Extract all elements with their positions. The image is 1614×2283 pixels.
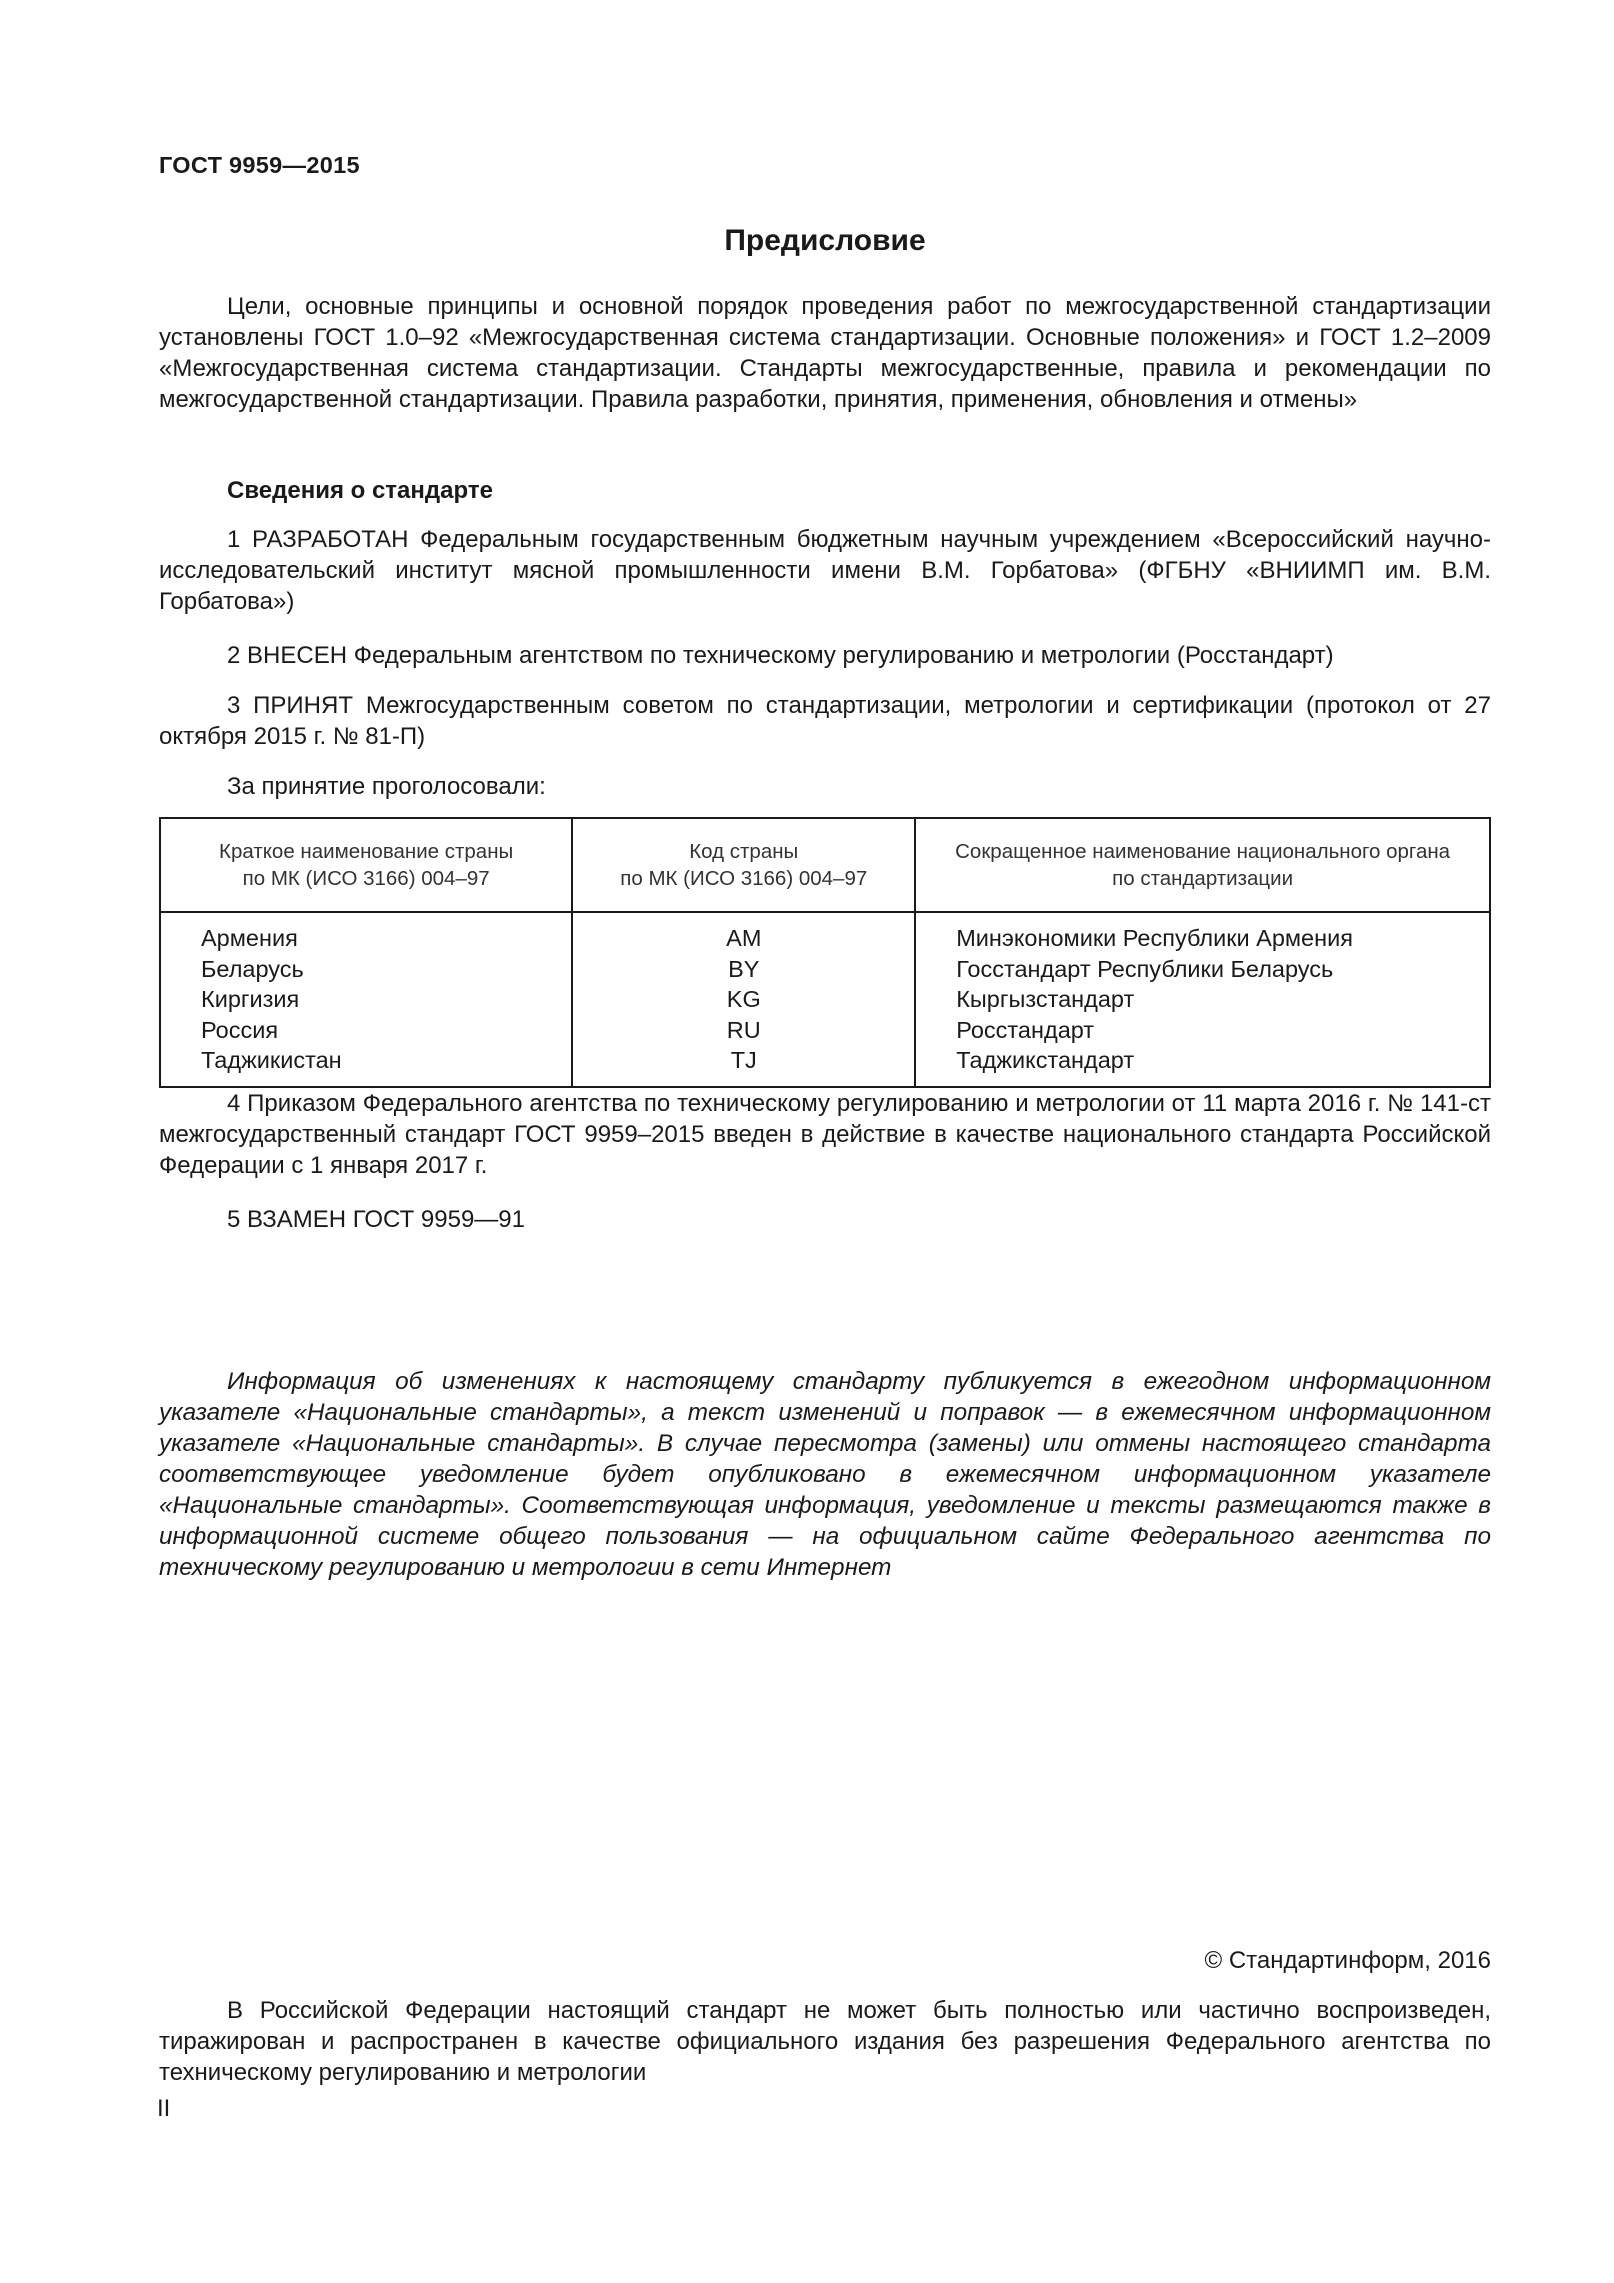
code-cell: TJ xyxy=(730,1047,757,1073)
country-cell: Армения xyxy=(201,925,298,951)
code-cell: AM xyxy=(726,925,762,951)
standard-info-heading: Сведения о стандарте xyxy=(227,477,493,504)
page-number: II xyxy=(157,2095,171,2122)
changes-information-notice: Информация об изменениях к настоящему стандарту публикуется в ежегодном информационном указателе «Национальные стандарты», а текст изменений и поправок — в ежемесячном информационном указателе «Национальные стандарты». В случае пересмотра (замены) или отмены настоящего стандарта соответствующее уведомление будет опубликовано в ежемесячном информационном указателе «Национальные стандарты». Соответствующая информация, уведомление и тексты размещаются также в информационной системе общего пользования — на официальном сайте Федерального агентства по техническому регулированию и метрологии в сети Интернет xyxy=(159,1368,1491,1581)
standards-body-cell: Таджикстандарт xyxy=(956,1047,1135,1073)
country-cell: Таджикистан xyxy=(201,1047,342,1073)
header-country-code: Код страны по МК (ИСО 3166) 004–97 xyxy=(572,818,915,912)
reproduction-notice: В Российской Федерации настоящий стандарт не может быть полностью или частично воспроизведен, тиражирован и распространен в качестве официального издания без разрешения Федерального агентства по техническому регулированию и метрологии xyxy=(159,1997,1491,2086)
foreword-title: Предисловие xyxy=(724,224,926,257)
standards-body-cell: Кыргызстандарт xyxy=(956,986,1135,1012)
header-country-name: Краткое наименование страны по МК (ИСО 3166) 004–97 xyxy=(160,818,572,912)
copyright-notice: © Стандартинформ, 2016 xyxy=(1204,1947,1491,1974)
standards-body-column xyxy=(915,912,1490,1087)
code-cell: RU xyxy=(726,1016,761,1043)
header-standards-body: Сокращенное наименование национального органа по стандартизации xyxy=(915,818,1490,912)
standards-body-cell: Росстандарт xyxy=(956,1016,1095,1043)
country-cell: Россия xyxy=(201,1016,279,1043)
country-column xyxy=(160,912,572,1087)
standards-body-cell: Госстандарт Республики Беларусь xyxy=(956,955,1334,982)
code-cell: KG xyxy=(726,986,761,1012)
item-1-developed-by: 1 РАЗРАБОТАН Федеральным государственным бюджетным научным учреждением «Всероссийский научно-исследовательский институт мясной промышленности имени В.М. Горбатова» (ФГБНУ «ВНИИМП им. В.М. Горбатова») xyxy=(159,526,1491,615)
table-header xyxy=(160,818,1490,912)
code-column xyxy=(572,912,915,1087)
item-3-adopted-by: 3 ПРИНЯТ Межгосударственным советом по стандартизации, метрологии и сертификации (протокол от 27 октября 2015 г. № 81-П) xyxy=(159,692,1491,750)
vote-intro: За принятие проголосовали: xyxy=(227,773,546,800)
item-5-replaces: 5 ВЗАМЕН ГОСТ 9959—91 xyxy=(227,1206,525,1233)
country-cell: Беларусь xyxy=(201,955,304,982)
item-4-enacted-by-order: 4 Приказом Федерального агентства по техническому регулированию и метрологии от 11 марта 2016 г. № 141-ст межгосударственный стандарт ГОСТ 9959–2015 введен в действие в качестве национального стандарта Российской Федерации с 1 января 2017 г. xyxy=(159,1090,1491,1179)
foreword-intro-paragraph: Цели, основные принципы и основной порядок проведения работ по межгосударственной стандартизации установлены ГОСТ 1.0–92 «Межгосударственная система стандартизации. Основные положения» и ГОСТ 1.2–2009 «Межгосударственная система стандартизации. Стандарты межгосударственные, правила и рекомендации по межгосударственной стандартизации. Правила разработки, принятия, применения, обновления и отмены» xyxy=(159,293,1491,413)
table-body xyxy=(160,912,1490,1087)
voting-countries-table xyxy=(159,817,1491,1088)
standard-code-header: ГОСТ 9959—2015 xyxy=(159,152,360,178)
standards-body-cell: Минэкономики Республики Армения xyxy=(956,925,1353,951)
country-cell: Киргизия xyxy=(201,986,300,1012)
code-cell: BY xyxy=(728,955,760,982)
item-2-submitted-by: 2 ВНЕСЕН Федеральным агентством по техническому регулированию и метрологии (Росстандарт) xyxy=(227,642,1334,669)
